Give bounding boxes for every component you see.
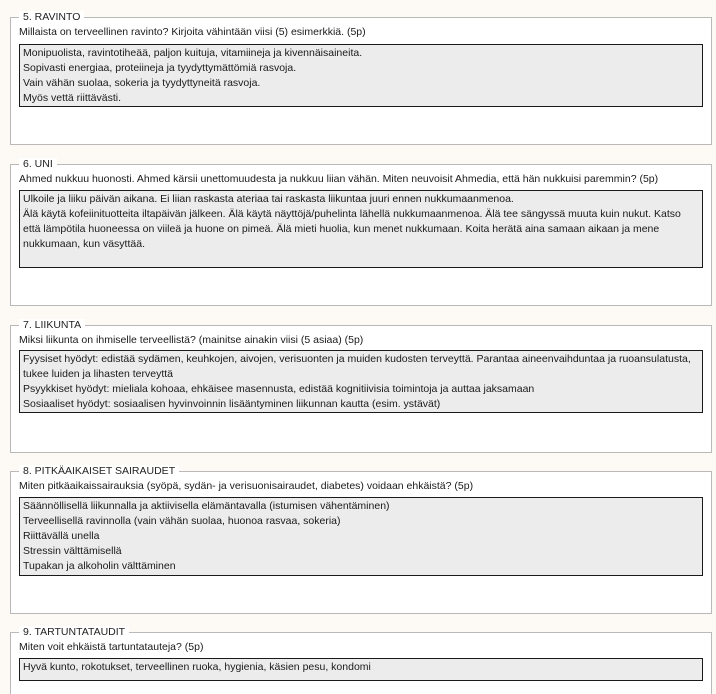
answer-textarea[interactable] (19, 350, 703, 413)
section-uni (10, 158, 712, 306)
answer-line: Säännöllisellä liikunnalla ja aktiivisella elämäntavalla (istumisen vähentäminen) (23, 500, 390, 512)
answer-line: Tupakan ja alkoholin välttäminen (23, 560, 176, 572)
answer-line: Älä käytä kofeiinituotteita iltapäivän jälkeen. Älä käytä näyttöjä/puhelinta lähellä nukkumaanmenoa. Älä tee sängyssä muuta kuin nukut. Katso että lämpötila huoneessa on viileä ja huone on pimeä. Älä mieti huolia, kun menet nukkumaan. Koita herätä aina samaan aikaan ja mene nukkumaan, kun väsyttää. (23, 208, 684, 250)
answer-line: Riittävällä unella (23, 530, 100, 542)
section-pitkaaikaiset-sairaudet (10, 465, 712, 614)
answer-line: Ulkoile ja liiku päivän aikana. Ei liian raskasta ateriaa tai raskasta liikuntaa juuri ennen nukkumaanmenoa. (23, 193, 514, 205)
section-tartuntataudit (10, 626, 712, 694)
question-text: Miksi liikunta on ihmiselle terveellistä? (mainitse ainakin viisi (5 asiaa) (5p) (19, 334, 364, 346)
answer-line: Fyysiset hyödyt: edistää sydämen, keuhkojen, aivojen, verisuonten ja muiden kudosten terveyttä. Parantaa aineenvaihduntaa ja ruoansulatusta, tukee luiden ja lihasten terveyttä (23, 353, 694, 380)
section-legend: 5. RAVINTO (19, 11, 84, 24)
answer-line: Sopivasti energiaa, proteiineja ja tyydyttymättömiä rasvoja. (23, 62, 297, 74)
question-text: Miten pitkäaikaissairauksia (syöpä, sydän- ja verisuonisairaudet, diabetes) voidaan ehkäistä? (5p) (19, 480, 474, 492)
answer-textarea[interactable] (19, 190, 703, 268)
answer-line: Sosiaaliset hyödyt: sosiaalisen hyvinvoinnin lisääntyminen liikunnan kautta (esim. ystävät) (23, 398, 441, 410)
section-legend: 6. UNI (19, 158, 57, 171)
question-text: Millaista on terveellinen ravinto? Kirjoita vähintään viisi (5) esimerkkiä. (5p) (19, 26, 366, 38)
answer-line: Myös vettä riittävästi. (23, 92, 122, 104)
answer-line: Vain vähän suolaa, sokeria ja tyydyttyneitä rasvoja. (23, 77, 261, 89)
answer-textarea[interactable] (19, 658, 703, 681)
section-legend: 8. PITKÄAIKAISET SAIRAUDET (19, 465, 179, 478)
section-liikunta (10, 319, 712, 453)
section-ravinto (10, 11, 712, 145)
section-legend: 7. LIIKUNTA (19, 319, 85, 332)
question-text: Ahmed nukkuu huonosti. Ahmed kärsii unettomuudesta ja nukkuu liian vähän. Miten neuvoisit Ahmedia, että hän nukkuisi paremmin? (5p) (19, 173, 659, 185)
answer-line: Hyvä kunto, rokotukset, terveellinen ruoka, hygienia, käsien pesu, kondomi (23, 661, 371, 673)
answer-line: Terveellisellä ravinnolla (vain vähän suolaa, huonoa rasvaa, sokeria) (23, 515, 341, 527)
answer-line: Psyykkiset hyödyt: mieliala kohoaa, ehkäisee masennusta, edistää kognitiivisia toimintoja ja auttaa jaksamaan (23, 383, 535, 395)
question-text: Miten voit ehkäistä tartuntatauteja? (5p) (19, 641, 204, 653)
answer-line: Monipuolista, ravintotiheää, paljon kuituja, vitamiineja ja kivennäisaineita. (23, 47, 363, 59)
section-legend: 9. TARTUNTATAUDIT (19, 626, 129, 639)
answer-textarea[interactable] (19, 44, 703, 107)
answer-textarea[interactable] (19, 497, 703, 576)
answer-line: Stressin välttämisellä (23, 545, 122, 557)
